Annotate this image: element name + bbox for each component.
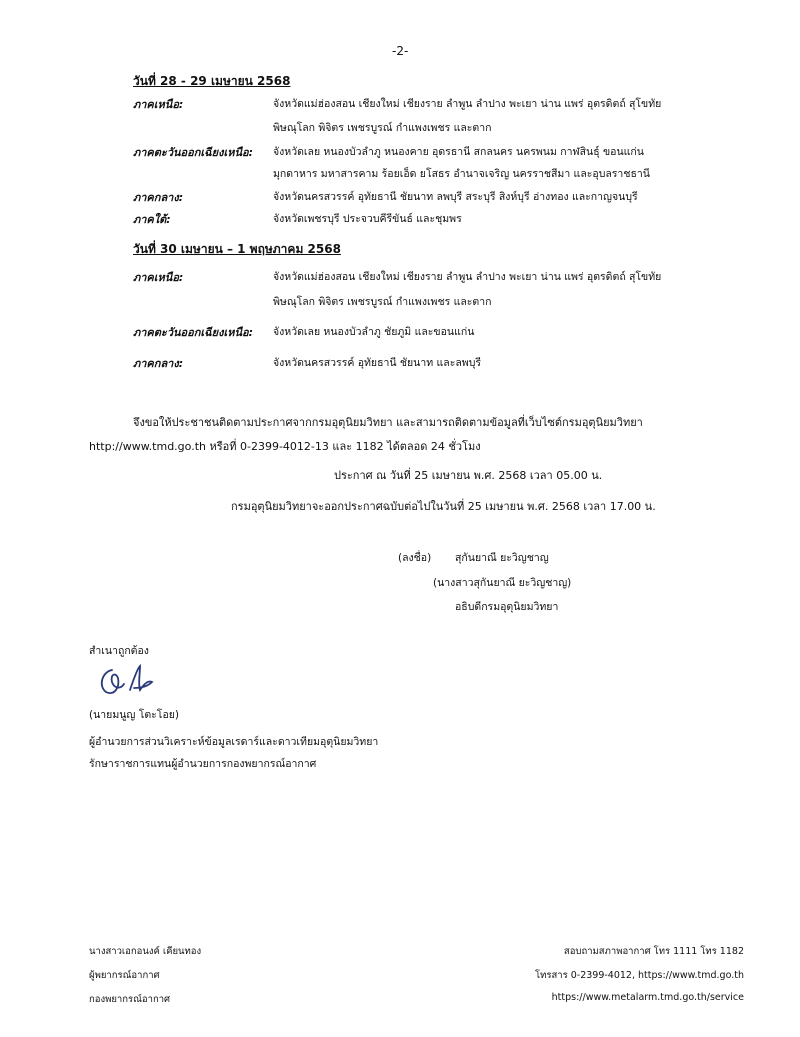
s2-region-central-line1: จังหวัดนครสวรรค์ อุทัยธานี ชัยนาท และลพบุรี [273, 357, 482, 369]
s1-region-north-label: ภาคเหนือ: [133, 98, 184, 111]
footer-right-line3: https://www.metalarm.tmd.go.th/service [551, 992, 744, 1003]
s1-region-northeast-line2: มุกดาหาร มหาสารคาม ร้อยเอ็ด ยโสธร อำนาจเจริญ นครราชสีมา และอุบลราชธานี [273, 168, 650, 180]
signed-prefix: (ลงชื่อ) [398, 552, 432, 564]
section-1-date: วันที่ 28 - 29 เมษายน 2568 [133, 74, 291, 88]
notice-line2: http://www.tmd.go.th หรือที่ 0-2399-4012-13 และ 1182 ได้ตลอด 24 ชั่วโมง [89, 440, 481, 453]
footer-right-line2: โทรสาร 0-2399-4012, https://www.tmd.go.th [535, 970, 744, 981]
notice-line1: จึงขอให้ประชาชนติดตามประกาศจากกรมอุตุนิยมวิทยา และสามารถติดตามข้อมูลที่เว็บไซต์กรมอุตุนิยมวิทยา [133, 416, 643, 429]
s1-region-south-label: ภาคใต้: [133, 213, 171, 226]
s2-region-north-line1: จังหวัดแม่ฮ่องสอน เชียงใหม่ เชียงราย ลำพูน ลำปาง พะเยา น่าน แพร่ อุตรดิตถ์ สุโขทัย [273, 271, 662, 283]
signatory-full-name: (นางสาวสุกันยาณี ยะวิญชาญ) [433, 577, 572, 589]
s1-region-north-line2: พิษณุโลก พิจิตร เพชรบูรณ์ กำแพงเพชร และตาก [273, 122, 492, 134]
handwritten-signature-icon [94, 660, 164, 700]
footer-right-line1: สอบถามสภาพอากาศ โทร 1111 โทร 1182 [563, 946, 744, 957]
s2-region-northeast-line1: จังหวัดเลย หนองบัวลำภู ชัยภูมิ และขอนแก่น [273, 326, 475, 338]
announced-line: ประกาศ ณ วันที่ 25 เมษายน พ.ศ. 2568 เวลา 05.00 น. [334, 469, 603, 482]
s2-region-central-label: ภาคกลาง: [133, 357, 184, 370]
copy-certified-label: สำเนาถูกต้อง [89, 645, 149, 657]
signatory-position: อธิบดีกรมอุตุนิยมวิทยา [455, 601, 559, 613]
s1-region-northeast-label: ภาคตะวันออกเฉียงเหนือ: [133, 146, 254, 159]
s1-region-south-line1: จังหวัดเพชรบุรี ประจวบคีรีขันธ์ และชุมพร [273, 213, 462, 225]
section-2-date: วันที่ 30 เมษายน – 1 พฤษภาคม 2568 [133, 242, 341, 256]
certifier-name: (นายมนูญ โตะโอย) [89, 709, 179, 721]
next-notice-line: กรมอุตุนิยมวิทยาจะออกประกาศฉบับต่อไปในวันที่ 25 เมษายน พ.ศ. 2568 เวลา 17.00 น. [231, 500, 656, 513]
s2-region-north-label: ภาคเหนือ: [133, 271, 184, 284]
s1-region-central-line1: จังหวัดนครสวรรค์ อุทัยธานี ชัยนาท ลพบุรี สระบุรี สิงห์บุรี อ่างทอง และกาญจนบุรี [273, 191, 638, 203]
signed-name: สุกันยาณี ยะวิญชาญ [455, 552, 549, 564]
s2-region-north-line2: พิษณุโลก พิจิตร เพชรบูรณ์ กำแพงเพชร และตาก [273, 296, 492, 308]
s1-region-central-label: ภาคกลาง: [133, 191, 184, 204]
s1-region-northeast-line1: จังหวัดเลย หนองบัวลำภู หนองคาย อุดรธานี สกลนคร นครพนม กาฬสินธุ์ ขอนแก่น [273, 146, 644, 158]
s1-region-north-line1: จังหวัดแม่ฮ่องสอน เชียงใหม่ เชียงราย ลำพูน ลำปาง พะเยา น่าน แพร่ อุตรดิตถ์ สุโขทัย [273, 98, 662, 110]
footer-left-line2: ผู้พยากรณ์อากาศ [89, 970, 160, 981]
page-number: -2- [392, 44, 409, 58]
certifier-title1: ผู้อำนวยการส่วนวิเคราะห์ข้อมูลเรดาร์และดาวเทียมอุตุนิยมวิทยา [89, 736, 379, 748]
certifier-title2: รักษาราชการแทนผู้อำนวยการกองพยากรณ์อากาศ [89, 758, 317, 770]
footer-left-line3: กองพยากรณ์อากาศ [89, 994, 171, 1005]
footer-left-line1: นางสาวเอกอนงค์ เคียนทอง [89, 946, 202, 957]
s2-region-northeast-label: ภาคตะวันออกเฉียงเหนือ: [133, 326, 254, 339]
